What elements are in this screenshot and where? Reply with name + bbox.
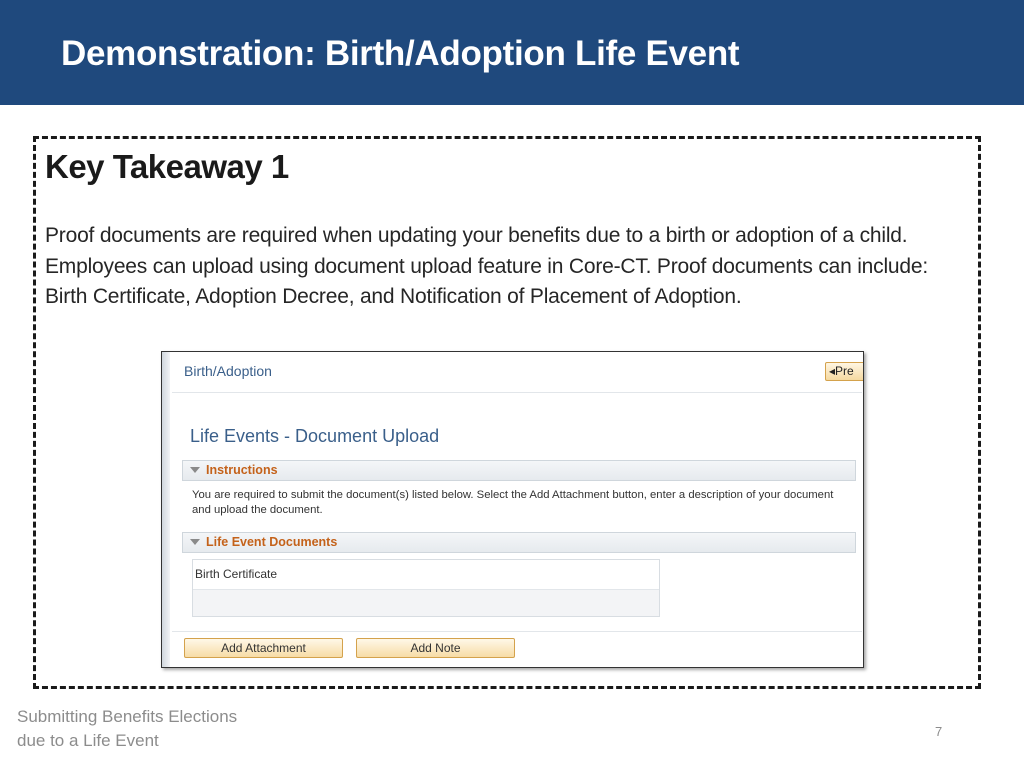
- slide-title: Demonstration: Birth/Adoption Life Event: [61, 34, 740, 73]
- document-upload-screenshot: [161, 351, 864, 668]
- add-attachment-button[interactable]: Add Attachment: [184, 638, 343, 658]
- takeaway-heading: Key Takeaway 1: [45, 148, 289, 185]
- table-row-empty: [193, 590, 659, 616]
- collapse-triangle-icon[interactable]: [190, 467, 200, 473]
- document-name: Birth Certificate: [195, 567, 278, 581]
- instructions-text: You are required to submit the document(s) listed below. Select the Add Attachment button, enter a description of your document and upload the document.: [192, 489, 834, 516]
- breadcrumb[interactable]: Birth/Adoption: [184, 363, 272, 379]
- footer-line-2: due to a Life Event: [17, 731, 159, 750]
- page-number: 7: [935, 724, 943, 739]
- table-row: [193, 560, 659, 590]
- collapse-triangle-icon[interactable]: [190, 539, 200, 545]
- footer-text: [17, 705, 237, 753]
- title-bar: [0, 0, 1024, 105]
- add-note-button[interactable]: Add Note: [356, 638, 515, 658]
- documents-section-header[interactable]: [182, 532, 856, 553]
- button-divider: [172, 631, 862, 632]
- breadcrumb-divider: [172, 392, 862, 393]
- screenshot-left-edge: [162, 352, 170, 667]
- documents-grid: [192, 559, 660, 617]
- footer-line-1: Submitting Benefits Elections: [17, 707, 238, 726]
- documents-header-label: Life Event Documents: [206, 535, 338, 549]
- previous-button[interactable]: ◂Pre: [825, 362, 864, 381]
- instructions-header-label: Instructions: [206, 463, 278, 477]
- instructions-section-header[interactable]: [182, 460, 856, 481]
- takeaway-body: Proof documents are required when updating your benefits due to a birth or adoption of a child. Employees can upload using document upload feature in Core-CT. Proof documents can include: Birth Certificate, Adoption Decree, and Notification of Placement of Adoption.: [45, 224, 928, 308]
- page-title: Life Events - Document Upload: [190, 426, 440, 446]
